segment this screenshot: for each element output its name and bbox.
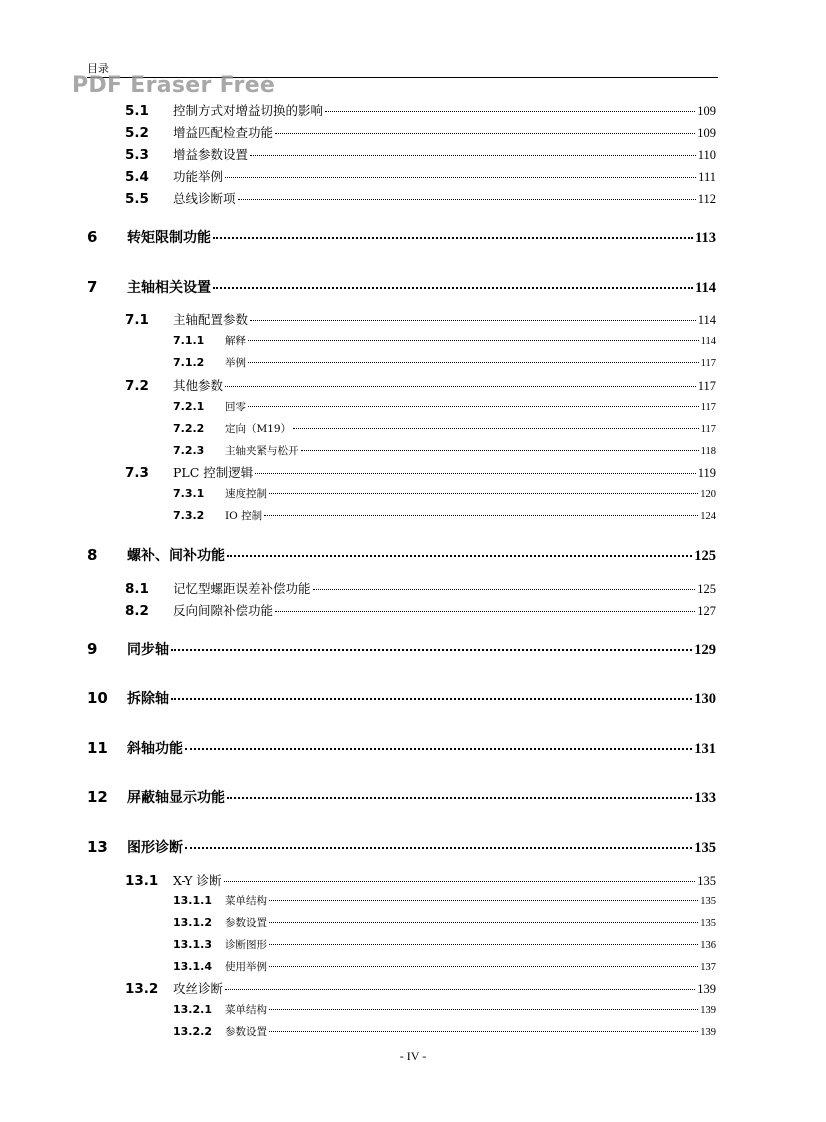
chapter-number: 13 [87,838,108,856]
dot-leader [293,428,699,429]
section-title: 功能举例 [173,169,224,184]
dot-leader [248,406,699,407]
toc-entry[interactable] [125,376,716,394]
page-number: 129 [694,642,716,658]
toc-entry[interactable] [125,123,716,141]
toc-entry[interactable] [125,579,716,597]
subsection-number: 13.2.2 [173,1025,212,1038]
page-number: 137 [700,962,716,973]
chapter-number: 7 [87,278,98,296]
dot-leader [225,386,696,387]
section-title: 增益匹配检查功能 [173,125,274,140]
toc-subentry[interactable] [173,421,716,437]
section-title: 主轴配置参数 [173,312,249,327]
toc-chapter-entry[interactable] [87,688,716,710]
toc-chapter-entry[interactable] [87,277,716,299]
page-number: 117 [700,358,716,369]
page-number: 117 [700,402,716,413]
toc-chapter-entry[interactable] [87,545,716,567]
subsection-title: 诊断图形 [225,939,267,951]
chapter-number: 10 [87,689,108,707]
page-number: 113 [695,230,716,246]
dot-leader [269,900,698,901]
toc-entry[interactable] [125,145,716,163]
section-title: PLC 控制逻辑 [173,465,254,480]
section-number: 5.3 [125,147,149,163]
subsection-title: 回零 [225,401,246,413]
section-number: 13.2 [125,981,159,997]
subsection-number: 7.1.1 [173,334,205,347]
subsection-number: 7.2.1 [173,400,205,413]
chapter-title: 螺补、间补功能 [127,548,225,564]
dot-leader [313,589,696,590]
chapter-title: 同步轴 [127,642,169,658]
toc-entry[interactable] [125,101,716,119]
subsection-title: 使用举例 [225,961,267,973]
page-number: 119 [697,466,716,480]
subsection-title: 定向（M19） [225,423,292,435]
subsection-title: 解释 [225,335,246,347]
dot-leader [225,989,695,990]
chapter-title: 斜轴功能 [127,741,183,757]
toc-entry[interactable] [125,871,716,889]
chapter-number: 8 [87,546,98,564]
subsection-title: 参数设置 [225,917,267,929]
section-title: X-Y 诊断 [173,873,222,888]
subsection-title: 参数设置 [225,1026,267,1038]
toc-entry[interactable] [125,167,716,185]
chapter-number: 12 [87,788,108,806]
page-number: 135 [700,896,716,907]
dot-leader [248,340,699,341]
toc-subentry[interactable] [173,333,716,349]
toc-chapter-entry[interactable] [87,738,716,760]
toc-entry[interactable] [125,310,716,328]
subsection-title: 菜单结构 [225,1004,267,1016]
dot-leader [275,611,695,612]
section-title: 攻丝诊断 [173,981,224,996]
page-number: 130 [694,691,716,707]
section-title: 总线诊断项 [173,191,236,206]
subsection-number: 13.1.2 [173,916,212,929]
subsection-number: 13.1.1 [173,894,212,907]
dot-leader [224,881,696,882]
section-title: 其他参数 [173,378,224,393]
toc-chapter-entry[interactable] [87,227,716,249]
dot-leader [275,133,695,134]
page-number: 125 [694,548,716,564]
dot-leader [301,450,699,451]
dot-leader [185,847,692,849]
subsection-number: 13.2.1 [173,1003,212,1016]
dot-leader [213,287,693,289]
page-number: 114 [697,313,716,327]
subsection-title: 举例 [225,357,246,369]
page-number: 136 [700,940,716,951]
section-number: 7.3 [125,465,149,481]
section-title: 增益参数设置 [173,147,249,162]
chapter-title: 屏蔽轴显示功能 [127,790,225,806]
page-number: 139 [700,1005,716,1016]
toc-subentry[interactable] [173,937,716,953]
dot-leader [269,966,698,967]
section-number: 5.2 [125,125,149,141]
subsection-number: 13.1.4 [173,960,212,973]
page-number: 120 [700,489,716,500]
section-title: 记忆型螺距误差补偿功能 [173,581,311,596]
chapter-title: 主轴相关设置 [127,280,211,296]
subsection-title: 菜单结构 [225,895,267,907]
section-number: 5.1 [125,103,149,119]
section-title: 反向间隙补偿功能 [173,603,274,618]
dot-leader [248,362,699,363]
page-number: 139 [700,1027,716,1038]
page-number: 112 [697,192,716,206]
watermark: PDF Eraser Free [72,73,276,98]
page-number: 117 [697,379,716,393]
chapter-title: 拆除轴 [127,691,169,707]
subsection-title: 速度控制 [225,488,267,500]
page-number: 117 [700,424,716,435]
toc-chapter-entry[interactable] [87,837,716,859]
subsection-number: 7.3.2 [173,509,205,522]
dot-leader [171,649,692,651]
chapter-number: 6 [87,228,98,246]
page-number: 114 [700,336,716,347]
toc-entry[interactable] [125,601,716,619]
section-number: 8.1 [125,581,149,597]
page-number: 111 [698,170,716,184]
dot-leader [269,493,698,494]
subsection-number: 13.1.3 [173,938,212,951]
page-number: 114 [695,280,716,296]
dot-leader [269,944,698,945]
dot-leader [213,237,693,239]
subsection-title: IO 控制 [225,510,263,522]
subsection-title: 主轴夹紧与松开 [225,445,299,457]
toc-subentry[interactable] [173,915,716,931]
chapter-number: 9 [87,640,98,658]
dot-leader [269,922,698,923]
section-number: 8.2 [125,603,149,619]
chapter-number: 11 [87,739,108,757]
dot-leader [264,515,698,516]
dot-leader [250,320,696,321]
section-title: 控制方式对增益切换的影响 [173,103,324,118]
page-number: 127 [697,604,716,618]
toc-subentry[interactable] [173,1002,716,1018]
toc-entry[interactable] [125,463,716,481]
toc-subentry[interactable] [173,443,716,459]
page-number: 125 [697,582,716,596]
dot-leader [227,797,692,799]
dot-leader [225,177,696,178]
subsection-number: 7.2.2 [173,422,205,435]
header-label: 目录 [87,62,109,75]
page-number: 135 [700,918,716,929]
page-number: 139 [697,982,716,996]
dot-leader [250,155,696,156]
page-number: 135 [694,840,716,856]
dot-leader [238,199,696,200]
section-number: 5.4 [125,169,149,185]
page-number: 131 [694,741,716,757]
section-number: 5.5 [125,191,149,207]
toc-subentry[interactable] [173,1024,716,1040]
section-number: 7.2 [125,378,149,394]
toc-subentry[interactable] [173,508,716,524]
page-footer-number: - IV - [399,1049,427,1063]
toc-chapter-entry[interactable] [87,787,716,809]
toc-chapter-entry[interactable] [87,639,716,661]
page-number: 133 [694,790,716,806]
subsection-number: 7.1.2 [173,356,205,369]
toc-subentry[interactable] [173,355,716,371]
toc-subentry[interactable] [173,959,716,975]
toc-subentry[interactable] [173,893,716,909]
subsection-number: 7.2.3 [173,444,205,457]
dot-leader [171,698,692,700]
dot-leader [227,555,692,557]
page-number: 109 [697,126,716,140]
toc-subentry[interactable] [173,399,716,415]
dot-leader [185,748,692,750]
toc-entry[interactable] [125,189,716,207]
dot-leader [255,473,695,474]
page-number: 109 [697,104,716,118]
dot-leader [325,111,695,112]
page-number: 135 [697,874,716,888]
page-number: 110 [697,148,716,162]
page-number: 124 [700,511,716,522]
chapter-title: 转矩限制功能 [127,230,211,246]
page-number: 118 [700,446,716,457]
section-number: 13.1 [125,873,159,889]
toc-subentry[interactable] [173,486,716,502]
dot-leader [269,1009,698,1010]
dot-leader [269,1031,698,1032]
chapter-title: 图形诊断 [127,840,183,856]
subsection-number: 7.3.1 [173,487,205,500]
section-number: 7.1 [125,312,149,328]
toc-entry[interactable] [125,979,716,997]
